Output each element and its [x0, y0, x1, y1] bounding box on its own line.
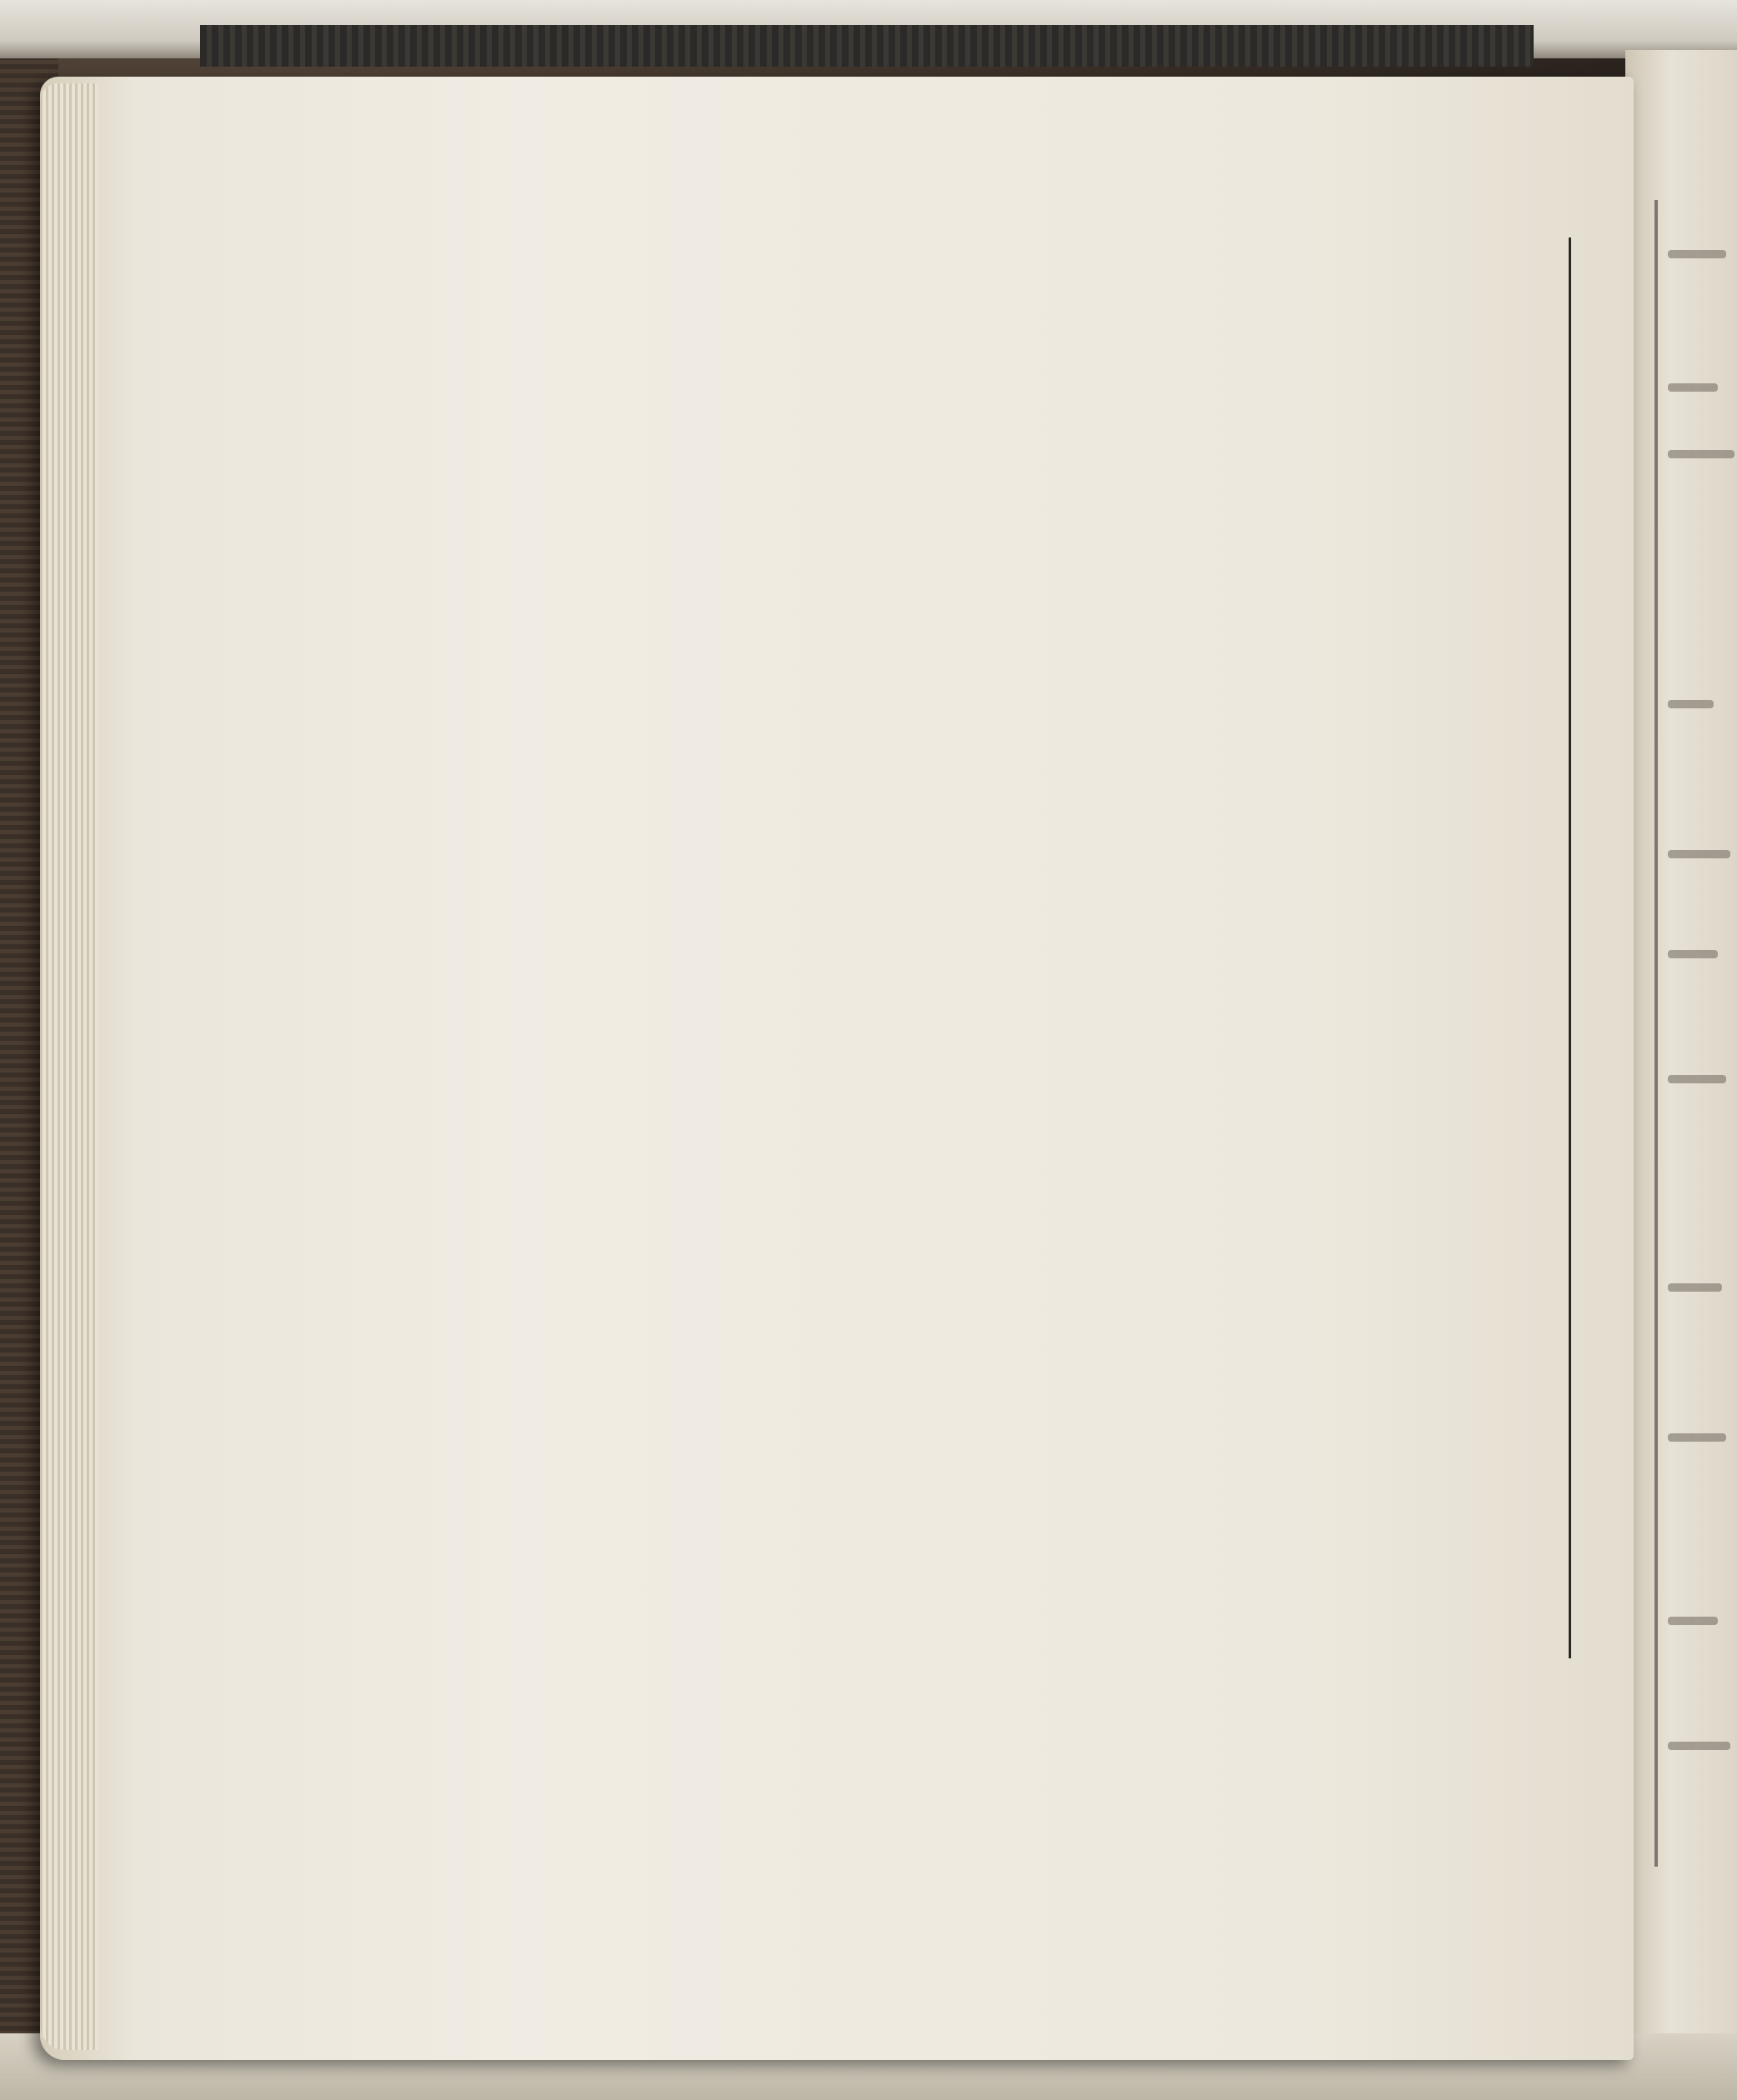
book-spine-edge	[200, 25, 1534, 67]
text-frame	[442, 238, 1571, 1658]
bottom-ornament-border	[375, 1712, 1534, 1800]
facing-page-text	[1654, 200, 1737, 1867]
page-edges	[40, 83, 98, 2050]
